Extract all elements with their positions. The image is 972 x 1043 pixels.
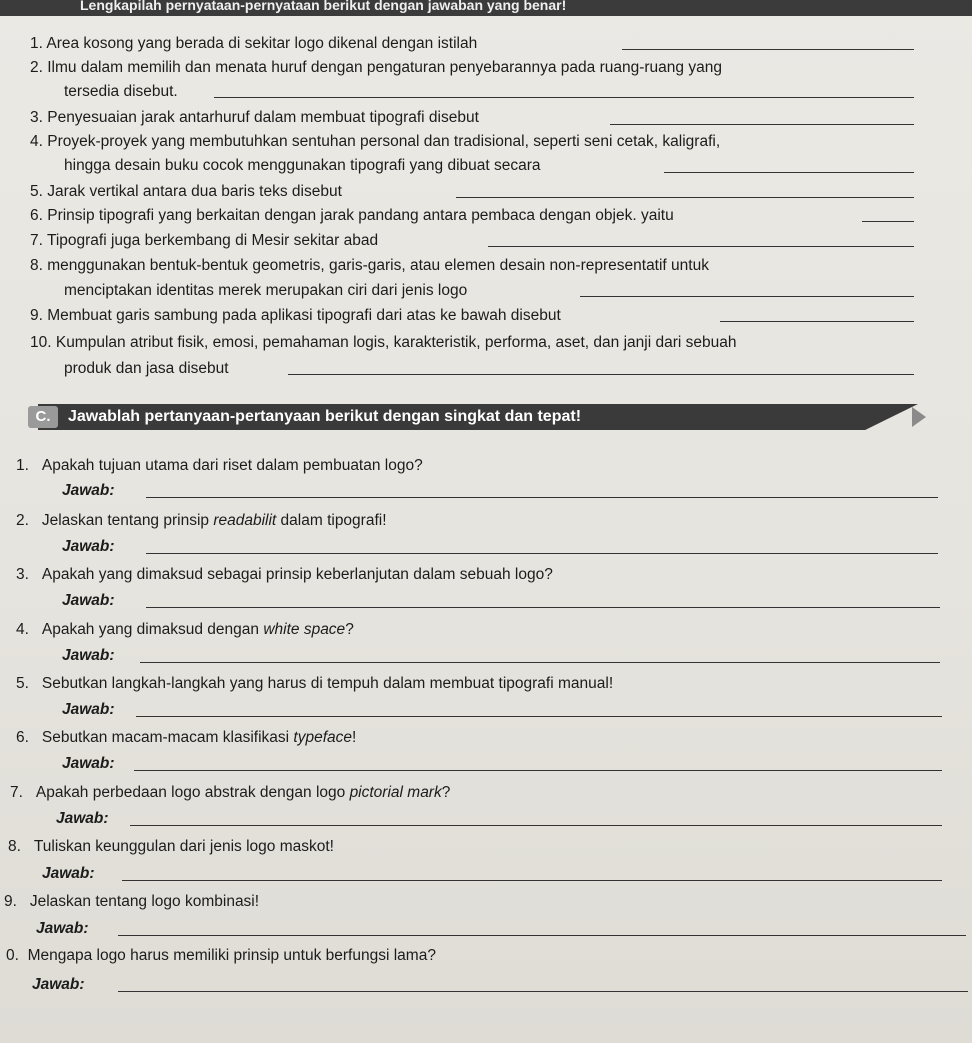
answer-label: Jawab:	[36, 920, 89, 937]
answer-line[interactable]	[580, 296, 914, 297]
answer-line[interactable]	[122, 880, 942, 881]
answer-label: Jawab:	[42, 865, 95, 882]
statement-4: 4. Proyek-proyek yang membutuhkan sentuhan personal dan tradisional, seperti seni cetak, kaligrafi,	[30, 133, 721, 150]
question-6: 6. Sebutkan macam-macam klasifikasi typeface!	[16, 729, 357, 746]
statement-1: 1. Area kosong yang berada di sekitar logo dikenal dengan istilah	[30, 35, 478, 52]
statement-8: 8. menggunakan bentuk-bentuk geometris, garis-garis, atau elemen desain non-representatif untuk	[30, 257, 709, 274]
question-9: 9. Jelaskan tentang logo kombinasi!	[4, 893, 260, 910]
answer-label: Jawab:	[62, 701, 115, 718]
answer-label: Jawab:	[62, 482, 115, 499]
statement-8-cont: menciptakan identitas merek merupakan ciri dari jenis logo	[64, 282, 468, 299]
statement-10-cont: produk dan jasa disebut	[64, 360, 229, 377]
answer-line[interactable]	[288, 374, 914, 375]
answer-line[interactable]	[456, 197, 914, 198]
section-c-header	[28, 404, 913, 432]
section-c-title: Jawablah pertanyaan-pertanyaan berikut dengan singkat dan tepat!	[68, 408, 582, 425]
arrow-icon	[912, 407, 926, 427]
answer-line[interactable]	[140, 662, 940, 663]
answer-line[interactable]	[146, 497, 938, 498]
answer-line[interactable]	[130, 825, 942, 826]
answer-line[interactable]	[664, 172, 914, 173]
question-10: 0. Mengapa logo harus memiliki prinsip untuk berfungsi lama?	[6, 947, 436, 964]
instruction-banner-text: Lengkapilah pernyataan-pernyataan berikut dengan jawaban yang benar!	[80, 0, 567, 13]
section-c-badge: C.	[28, 406, 58, 428]
statement-7: 7. Tipografi juga berkembang di Mesir sekitar abad	[30, 232, 379, 249]
answer-line[interactable]	[720, 321, 914, 322]
answer-line[interactable]	[118, 991, 968, 992]
statement-10: 10. Kumpulan atribut fisik, emosi, pemahaman logis, karakteristik, performa, aset, dan janji dari sebuah	[30, 334, 737, 351]
statement-6: 6. Prinsip tipografi yang berkaitan dengan jarak pandang antara pembaca dengan objek. yaitu	[30, 207, 674, 224]
statement-3: 3. Penyesuaian jarak antarhuruf dalam membuat tipografi disebut	[30, 109, 479, 126]
answer-line[interactable]	[488, 246, 914, 247]
answer-line[interactable]	[146, 607, 940, 608]
answer-line[interactable]	[118, 935, 966, 936]
answer-label: Jawab:	[56, 810, 109, 827]
instruction-banner	[0, 0, 972, 16]
answer-label: Jawab:	[62, 592, 115, 609]
statement-9: 9. Membuat garis sambung pada aplikasi tipografi dari atas ke bawah disebut	[30, 307, 561, 324]
answer-line[interactable]	[134, 770, 942, 771]
statement-2-cont: tersedia disebut.	[64, 83, 178, 100]
answer-line[interactable]	[214, 97, 914, 98]
answer-label: Jawab:	[62, 538, 115, 555]
question-3: 3. Apakah yang dimaksud sebagai prinsip keberlanjutan dalam sebuah logo?	[16, 566, 553, 583]
question-1: 1. Apakah tujuan utama dari riset dalam pembuatan logo?	[16, 457, 423, 474]
statement-2: 2. Ilmu dalam memilih dan menata huruf dengan pengaturan penyebarannya pada ruang-ruang yang	[30, 59, 722, 76]
question-7: 7. Apakah perbedaan logo abstrak dengan logo pictorial mark?	[10, 784, 451, 801]
answer-label: Jawab:	[32, 976, 85, 993]
answer-line[interactable]	[622, 49, 914, 50]
answer-line[interactable]	[862, 221, 914, 222]
question-2: 2. Jelaskan tentang prinsip readabilit dalam tipografi!	[16, 512, 387, 529]
statement-5: 5. Jarak vertikal antara dua baris teks disebut	[30, 183, 342, 200]
answer-label: Jawab:	[62, 755, 115, 772]
question-5: 5. Sebutkan langkah-langkah yang harus di tempuh dalam membuat tipografi manual!	[16, 675, 614, 692]
answer-line[interactable]	[146, 553, 938, 554]
answer-line[interactable]	[136, 716, 942, 717]
question-8: 8. Tuliskan keunggulan dari jenis logo maskot!	[8, 838, 334, 855]
answer-label: Jawab:	[62, 647, 115, 664]
question-4: 4. Apakah yang dimaksud dengan white space?	[16, 621, 354, 638]
answer-line[interactable]	[610, 124, 914, 125]
statement-4-cont: hingga desain buku cocok menggunakan tipografi yang dibuat secara	[64, 157, 541, 174]
